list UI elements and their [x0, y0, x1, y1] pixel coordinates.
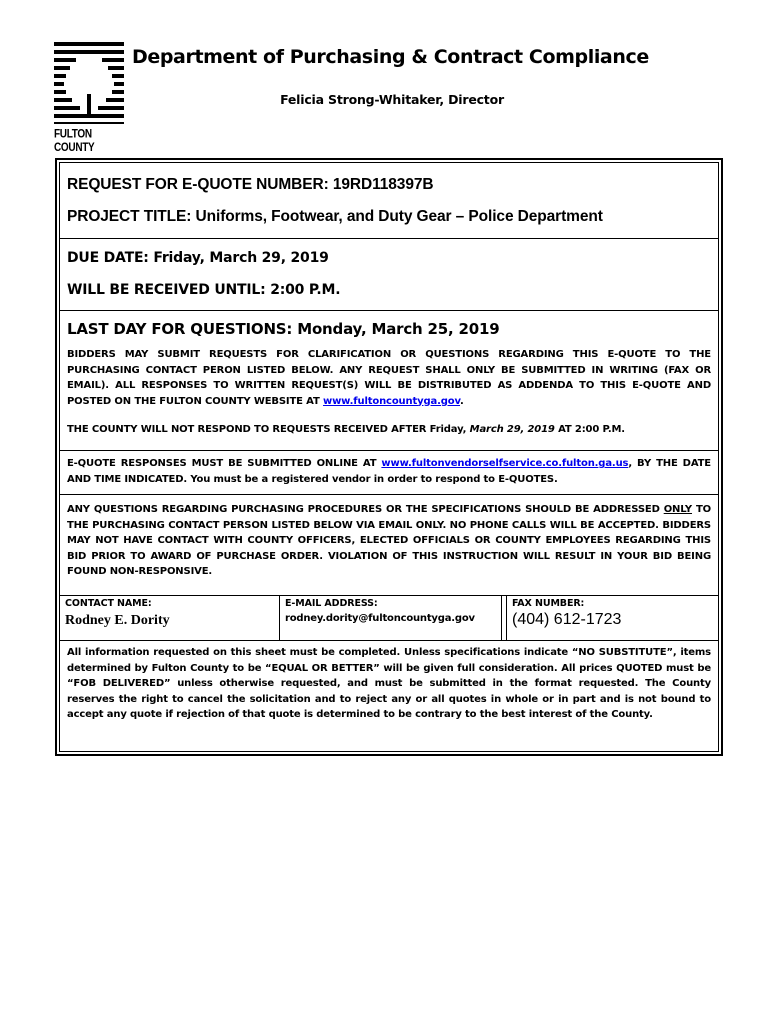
contact-name-label: CONTACT NAME: — [65, 598, 152, 609]
fax-cell — [506, 596, 718, 640]
email-cell — [280, 596, 502, 640]
quote-form-box — [55, 158, 723, 756]
due-date-section — [60, 239, 718, 311]
last-day-for-questions: LAST DAY FOR QUESTIONS: Monday, March 25, 2019 — [67, 320, 500, 338]
vendor-self-service-link[interactable]: www.fultonvendorselfservice.co.fulton.ga.us — [381, 458, 629, 469]
department-title: Department of Purchasing & Contract Compliance — [132, 46, 649, 68]
submission-section — [60, 451, 718, 495]
director-name: Felicia Strong-Whitaker, Director — [280, 92, 504, 107]
project-title: PROJECT TITLE: Uniforms, Footwear, and Duty Gear – Police Department — [67, 208, 603, 225]
contact-row — [60, 596, 718, 641]
instructions-section — [60, 495, 718, 596]
received-until: WILL BE RECEIVED UNTIL: 2:00 P.M. — [67, 282, 341, 298]
fax-label: FAX NUMBER: — [512, 598, 585, 609]
county-website-link[interactable]: www.fultoncountyga.gov — [323, 395, 461, 407]
fax-value: (404) 612-1723 — [512, 611, 622, 628]
clarification-paragraph: BIDDERS MAY SUBMIT REQUESTS FOR CLARIFICATION OR QUESTIONS REGARDING THIS E-QUOTE TO THE PURCHASING CONTACT PERON LISTED BELOW. ANY REQUEST SHALL ONLY BE SUBMITTED IN WRITING (FAX OR EMAIL). ALL RESPONSES TO WRITTEN REQUEST(S) WILL BE DISTRIBUTED AS ADDENDA TO THIS E-QUOTE AND POSTED ON THE FULTON COUNTY WEBSITE AT www.fultoncountyga.gov. — [67, 349, 711, 407]
submission-paragraph: E-QUOTE RESPONSES MUST BE SUBMITTED ONLINE AT www.fultonvendorselfservice.co.fulton.ga.us, BY THE DATE AND TIME INDICATED. You must be a registered vendor in order to respond to E-QUOTES. — [67, 458, 711, 485]
email-value: rodney.dority@fultoncountyga.gov — [285, 613, 475, 624]
email-label: E-MAIL ADDRESS: — [285, 598, 378, 609]
fulton-county-logo — [54, 42, 124, 142]
due-date: DUE DATE: Friday, March 29, 2019 — [67, 250, 329, 266]
quote-number: REQUEST FOR E-QUOTE NUMBER: 19RD118397B — [67, 176, 434, 193]
terms-paragraph: All information requested on this sheet must be completed. Unless specifications indicate “NO SUBSTITUTE”, items determined by Fulton County to be “EQUAL OR BETTER” will be given full consideration. All prices QUOTED must be “FOB DELIVERED” unless otherwise requested, and must be submitted in the format requested. The County reserves the right to cancel the solicitation and to reject any or all quotes in whole or in part and is not bound to accept any quote if rejection of that quote is determined to be contrary to the best interest of the County. — [67, 647, 711, 720]
instructions-paragraph: ANY QUESTIONS REGARDING PURCHASING PROCEDURES OR THE SPECIFICATIONS SHOULD BE ADDRESSED ONLY TO THE PURCHASING CONTACT PERSON LISTED BELOW VIA EMAIL ONLY. NO PHONE CALLS WILL BE ACCEPTED. BIDDERS MAY NOT HAVE CONTACT WITH COUNTY OFFICERS, ELECTED OFFICIALS OR COUNTY EMPLOYEES REGARDING THIS BID PRIOR TO AWARD OF PURCHASE ORDER. VIOLATION OF THIS INSTRUCTION WILL RESULT IN YOUR BID BEING FOUND NON-RESPONSIVE. — [67, 504, 711, 577]
contact-name-value: Rodney E. Dority — [65, 613, 170, 628]
contact-name-cell — [60, 596, 280, 640]
quote-info-section — [60, 163, 718, 239]
logo-caption: FULTON COUNTY — [54, 128, 95, 155]
response-deadline-paragraph: THE COUNTY WILL NOT RESPOND TO REQUESTS RECEIVED AFTER Friday, March 29, 2019 AT 2:00 P.M. — [67, 424, 625, 435]
questions-section — [60, 311, 718, 451]
